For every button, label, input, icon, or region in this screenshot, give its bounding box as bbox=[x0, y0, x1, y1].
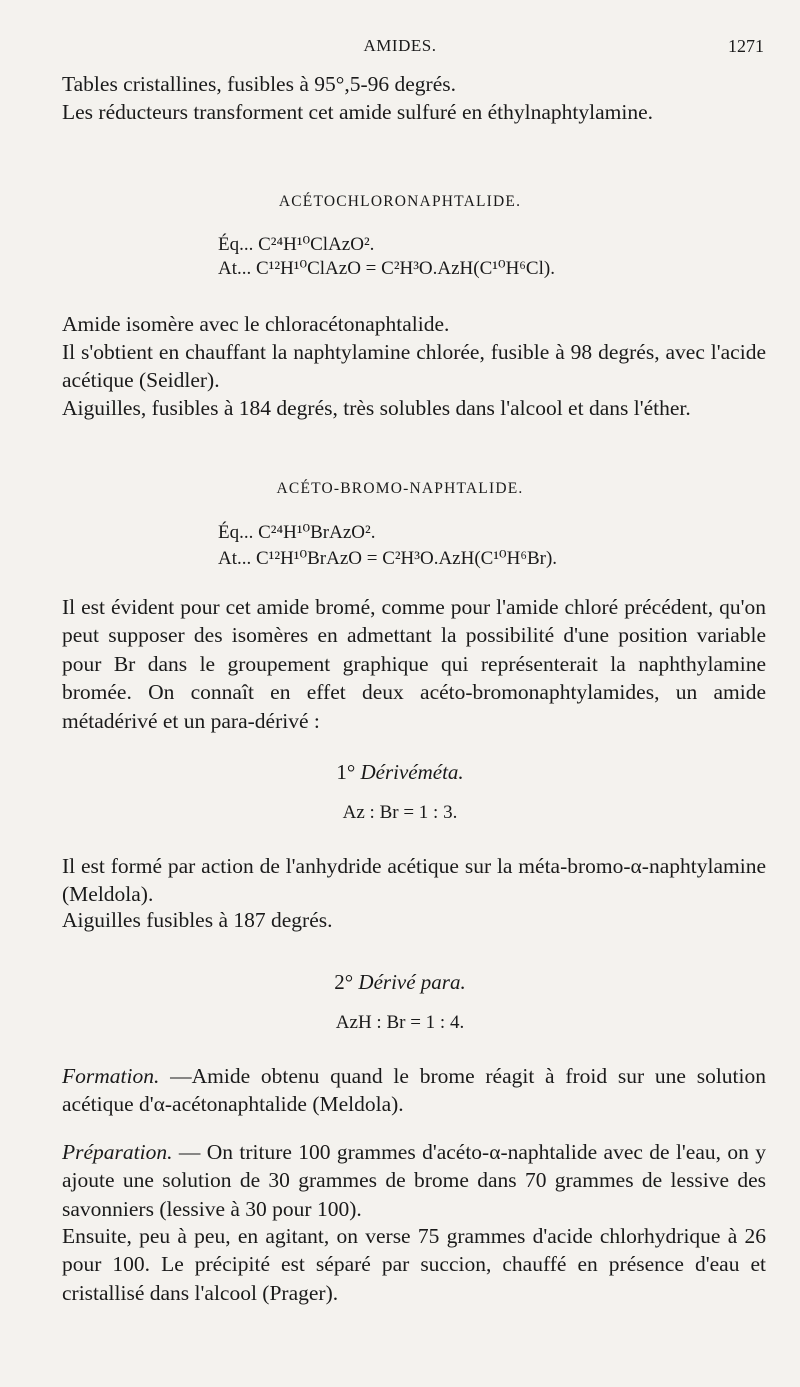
subheading-number: 2° bbox=[334, 970, 354, 994]
paragraph-obtention: Il s'obtient en chauffant la naphtylamine chlorée, fusible à 98 degrés, avec l'acide acétique (Seidler). bbox=[62, 340, 766, 393]
running-header bbox=[0, 36, 800, 58]
subheading-derive-meta bbox=[0, 760, 800, 785]
paragraph-aiguilles-184: Aiguilles, fusibles à 184 degrés, très solubles dans l'alcool et dans l'éther. bbox=[62, 396, 691, 420]
page-number: 1271 bbox=[728, 36, 764, 56]
intro-line-1: Tables cristallines, fusibles à 95°,5-96 degrés. bbox=[62, 72, 456, 96]
ratio-azh-br-para: AzH : Br = 1 : 4. bbox=[335, 1012, 465, 1033]
formula-eq-1 bbox=[218, 232, 374, 258]
formula-eq-value: C²⁴H¹⁰ClAzO². bbox=[258, 234, 375, 255]
subheading-derive-para bbox=[0, 970, 800, 995]
formula-eq-label: Éq... bbox=[218, 234, 254, 255]
paragraph-isomeres-brome: Il est évident pour cet amide bromé, comme pour l'amide chloré précédent, qu'on peut supposer des isomères en admettant la possibilité d'une position variable pour Br dans le groupement graphique qui représenterait la naphthylamine bromée. On connaît en effet deux acéto-bromonaphtylamides, un amide métadérivé et un para-dérivé : bbox=[62, 595, 766, 733]
subheading-number: 1° bbox=[336, 760, 356, 784]
formula-at-value: C¹²H¹⁰BrAzO = C²H³O.AzH(C¹⁰H⁶Br). bbox=[256, 548, 558, 569]
preparation-label: Préparation. bbox=[62, 1140, 173, 1164]
formula-at-label: At... bbox=[218, 258, 252, 279]
formula-at-value: C¹²H¹⁰ClAzO = C²H³O.AzH(C¹⁰H⁶Cl). bbox=[256, 258, 555, 279]
preparation-text: — On triture 100 grammes d'acéto-α-naphtalide avec de l'eau, on y ajoute une solution de 30 grammes de brome dans 70 grammes de lessive des savonniers (lessive à 30 pour 100). bbox=[62, 1140, 766, 1221]
formula-eq-value: C²⁴H¹⁰BrAzO². bbox=[258, 522, 376, 543]
ratio-az-br-meta: Az : Br = 1 : 3. bbox=[342, 802, 458, 823]
paragraph-preparation bbox=[62, 1138, 766, 1223]
subheading-title: Dérivéméta. bbox=[360, 760, 464, 784]
paragraph-isomere: Amide isomère avec le chloracétonaphtalide. bbox=[62, 312, 450, 336]
running-title: AMIDES. bbox=[363, 36, 437, 55]
section-heading-aceto-bromo-naphtalide: ACÉTO-BROMO-NAPHTALIDE. bbox=[276, 480, 524, 497]
subheading-title: Dérivé para. bbox=[358, 970, 466, 994]
formula-eq-2 bbox=[218, 520, 375, 546]
section-heading-acetochloronaphtalide: ACÉTOCHLORONAPHTALIDE. bbox=[278, 193, 522, 210]
intro-line-2: Les réducteurs transforment cet amide sulfuré en éthylnaphtylamine. bbox=[62, 100, 654, 124]
formula-at-2 bbox=[218, 546, 557, 572]
formula-at-label: At... bbox=[218, 548, 252, 569]
formula-eq-label: Éq... bbox=[218, 522, 254, 543]
paragraph-formation bbox=[62, 1062, 766, 1119]
formation-label: Formation. bbox=[62, 1064, 160, 1088]
paragraph-ensuite: Ensuite, peu à peu, en agitant, on verse 75 grammes d'acide chlorhydrique à 26 pour 100. Le précipité est séparé par succion, chauffé en présence d'eau et cristallisé dans l'alcool (Prager). bbox=[62, 1224, 766, 1305]
paragraph-aiguilles-187: Aiguilles fusibles à 187 degrés. bbox=[62, 908, 333, 932]
formation-text: —Amide obtenu quand le brome réagit à froid sur une solution acétique d'α-acétonaphtalide (Meldola). bbox=[62, 1064, 766, 1117]
formula-at-1 bbox=[218, 256, 555, 282]
paragraph-meta-formation: Il est formé par action de l'anhydride acétique sur la méta-bromo-α-naphtylamine (Meldola). bbox=[62, 854, 766, 907]
